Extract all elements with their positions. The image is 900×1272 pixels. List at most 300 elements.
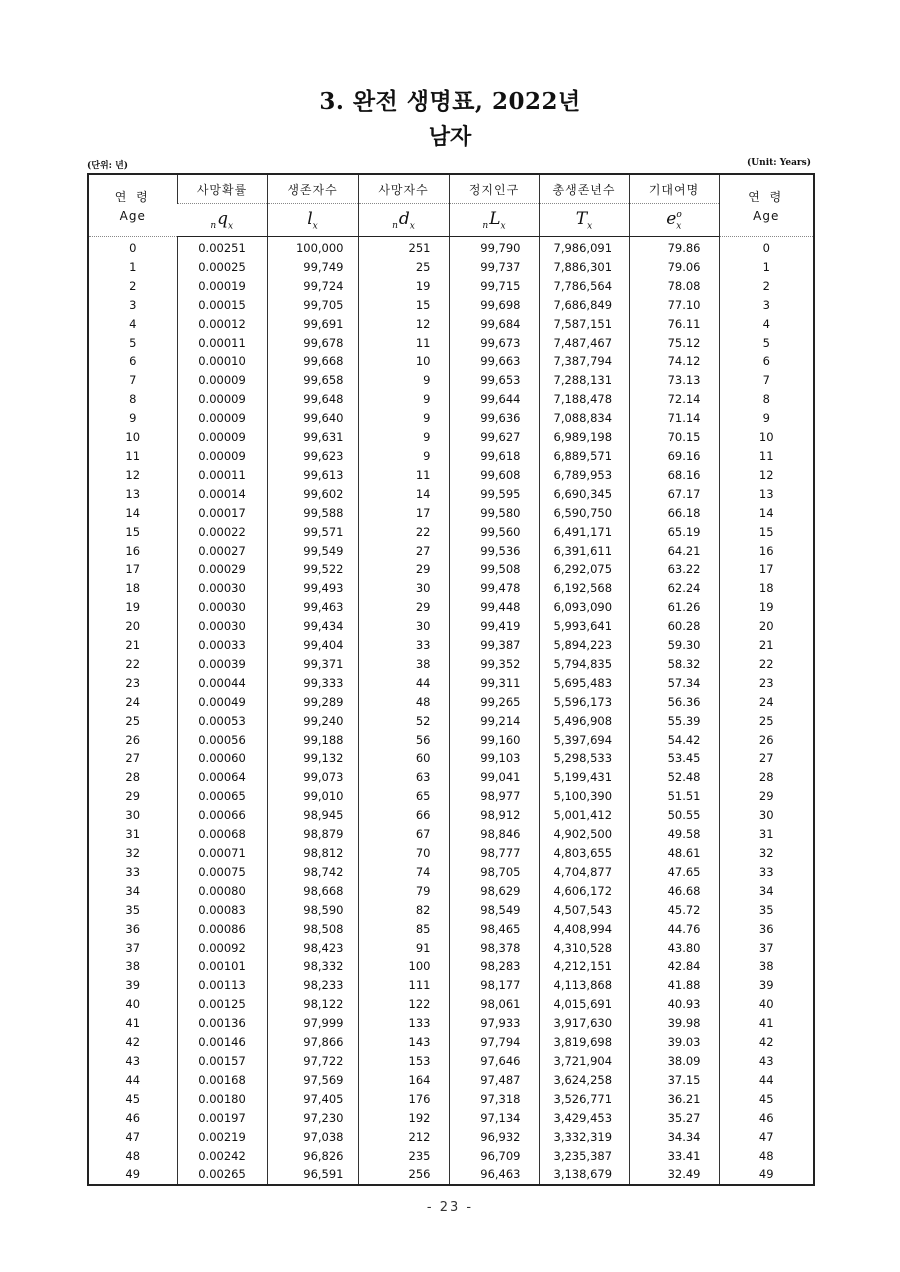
cell-age: 35 [125, 902, 141, 917]
table-row [88, 712, 814, 731]
cell-lx: 99,073 [267, 768, 358, 787]
cell-dx: 14 [358, 485, 449, 504]
cell-ex: 41.88 [629, 976, 719, 995]
cell-age-right: 8 [719, 390, 814, 409]
cell-age-right: 39 [719, 976, 814, 995]
table-row [88, 957, 814, 976]
cell-lx: 99,668 [267, 352, 358, 371]
cell-age-right: 4 [719, 315, 814, 334]
header-lx: 생존자수 [267, 174, 358, 204]
table-row [88, 636, 814, 655]
header-age-kr: 연 령 [114, 190, 151, 204]
cell-lx: 99,749 [267, 258, 358, 277]
cell-lx: 99,724 [267, 277, 358, 296]
cell-qx: 0.00265 [177, 1165, 267, 1185]
symbol-ex: $e_x^o$ [629, 204, 719, 237]
cell-age: 3 [129, 297, 137, 312]
cell-age-right: 38 [719, 957, 814, 976]
table-row [88, 693, 814, 712]
cell-dx: 91 [358, 939, 449, 958]
cell-qx: 0.00009 [177, 428, 267, 447]
cell-age: 28 [125, 770, 141, 785]
cell-qx: 0.00092 [177, 939, 267, 958]
cell-ex: 74.12 [629, 352, 719, 371]
cell-lx: 99,371 [267, 655, 358, 674]
cell-age: 26 [125, 732, 141, 747]
cell-ex: 36.21 [629, 1090, 719, 1109]
cell-Tx: 6,989,198 [539, 428, 629, 447]
cell-age: 49 [125, 1167, 141, 1182]
cell-Tx: 3,429,453 [539, 1109, 629, 1128]
cell-Tx: 3,138,679 [539, 1165, 629, 1185]
table-row [88, 523, 814, 542]
cell-dx: 74 [358, 863, 449, 882]
cell-Lx: 99,041 [449, 768, 539, 787]
cell-dx: 44 [358, 674, 449, 693]
cell-Lx: 99,536 [449, 542, 539, 561]
cell-lx: 99,640 [267, 409, 358, 428]
cell-lx: 99,240 [267, 712, 358, 731]
cell-Tx: 3,526,771 [539, 1090, 629, 1109]
cell-age: 45 [125, 1091, 141, 1106]
cell-Lx: 98,777 [449, 844, 539, 863]
cell-Lx: 99,627 [449, 428, 539, 447]
cell-ex: 39.98 [629, 1014, 719, 1033]
header-dx: 사망자수 [358, 174, 449, 204]
cell-ex: 46.68 [629, 882, 719, 901]
cell-age-right: 24 [719, 693, 814, 712]
cell-Lx: 98,378 [449, 939, 539, 958]
cell-age-right: 25 [719, 712, 814, 731]
cell-dx: 111 [358, 976, 449, 995]
cell-Tx: 7,886,301 [539, 258, 629, 277]
table-row [88, 1090, 814, 1109]
cell-age-right: 26 [719, 731, 814, 750]
cell-dx: 251 [358, 237, 449, 258]
cell-age: 5 [129, 335, 137, 350]
cell-ex: 43.80 [629, 939, 719, 958]
cell-Tx: 3,332,319 [539, 1128, 629, 1147]
table-row [88, 806, 814, 825]
table-row [88, 1014, 814, 1033]
cell-dx: 235 [358, 1147, 449, 1166]
cell-ex: 56.36 [629, 693, 719, 712]
cell-age-right: 3 [719, 296, 814, 315]
cell-dx: 11 [358, 334, 449, 353]
cell-Lx: 97,933 [449, 1014, 539, 1033]
cell-qx: 0.00075 [177, 863, 267, 882]
table-row [88, 731, 814, 750]
table-row [88, 296, 814, 315]
cell-age-right: 48 [719, 1147, 814, 1166]
cell-age-right: 18 [719, 579, 814, 598]
cell-Lx: 99,684 [449, 315, 539, 334]
cell-dx: 27 [358, 542, 449, 561]
cell-ex: 35.27 [629, 1109, 719, 1128]
cell-age-right: 35 [719, 901, 814, 920]
cell-Tx: 6,093,090 [539, 598, 629, 617]
cell-qx: 0.00030 [177, 617, 267, 636]
cell-dx: 29 [358, 560, 449, 579]
cell-Tx: 6,889,571 [539, 447, 629, 466]
page-subtitle: 남자 [428, 124, 472, 150]
cell-dx: 63 [358, 768, 449, 787]
table-row [88, 542, 814, 561]
table-row [88, 485, 814, 504]
cell-Tx: 6,590,750 [539, 504, 629, 523]
cell-age: 11 [125, 448, 141, 463]
cell-ex: 49.58 [629, 825, 719, 844]
cell-age: 27 [125, 751, 141, 766]
cell-qx: 0.00060 [177, 749, 267, 768]
cell-age: 24 [125, 694, 141, 709]
cell-qx: 0.00251 [177, 237, 267, 258]
cell-lx: 97,866 [267, 1033, 358, 1052]
cell-lx: 99,493 [267, 579, 358, 598]
cell-Tx: 6,192,568 [539, 579, 629, 598]
cell-ex: 32.49 [629, 1165, 719, 1185]
cell-ex: 45.72 [629, 901, 719, 920]
cell-qx: 0.00010 [177, 352, 267, 371]
cell-Lx: 98,061 [449, 995, 539, 1014]
table-row [88, 447, 814, 466]
cell-Lx: 99,737 [449, 258, 539, 277]
cell-dx: 10 [358, 352, 449, 371]
cell-age-right: 27 [719, 749, 814, 768]
cell-age-right: 30 [719, 806, 814, 825]
cell-Tx: 7,487,467 [539, 334, 629, 353]
cell-Tx: 6,391,611 [539, 542, 629, 561]
cell-ex: 67.17 [629, 485, 719, 504]
cell-Tx: 4,902,500 [539, 825, 629, 844]
cell-age: 37 [125, 940, 141, 955]
cell-age-right: 22 [719, 655, 814, 674]
table-row [88, 844, 814, 863]
cell-ex: 63.22 [629, 560, 719, 579]
cell-age: 12 [125, 467, 141, 482]
unit-label-english: (Unit: Years) [747, 158, 811, 168]
cell-lx: 97,999 [267, 1014, 358, 1033]
cell-Lx: 99,608 [449, 466, 539, 485]
cell-qx: 0.00242 [177, 1147, 267, 1166]
cell-Lx: 98,465 [449, 920, 539, 939]
header-ex: 기대여명 [629, 174, 719, 204]
cell-ex: 53.45 [629, 749, 719, 768]
cell-age-right: 32 [719, 844, 814, 863]
table-row [88, 428, 814, 447]
cell-dx: 48 [358, 693, 449, 712]
cell-Lx: 98,283 [449, 957, 539, 976]
cell-lx: 97,230 [267, 1109, 358, 1128]
cell-Tx: 5,100,390 [539, 787, 629, 806]
cell-qx: 0.00066 [177, 806, 267, 825]
header-age-kr-right: 연 령 [748, 190, 785, 204]
cell-ex: 54.42 [629, 731, 719, 750]
cell-lx: 98,945 [267, 806, 358, 825]
cell-Lx: 99,508 [449, 560, 539, 579]
cell-lx: 98,812 [267, 844, 358, 863]
cell-lx: 99,188 [267, 731, 358, 750]
cell-age: 33 [125, 864, 141, 879]
cell-qx: 0.00086 [177, 920, 267, 939]
cell-age: 40 [125, 997, 141, 1012]
cell-dx: 60 [358, 749, 449, 768]
cell-lx: 99,010 [267, 787, 358, 806]
cell-qx: 0.00025 [177, 258, 267, 277]
cell-qx: 0.00029 [177, 560, 267, 579]
cell-ex: 38.09 [629, 1052, 719, 1071]
header-row-symbols [88, 204, 814, 237]
cell-ex: 79.06 [629, 258, 719, 277]
cell-Tx: 5,397,694 [539, 731, 629, 750]
cell-lx: 99,522 [267, 560, 358, 579]
cell-Tx: 7,387,794 [539, 352, 629, 371]
cell-ex: 76.11 [629, 315, 719, 334]
cell-lx: 99,549 [267, 542, 358, 561]
cell-Lx: 98,549 [449, 901, 539, 920]
cell-age: 29 [125, 789, 141, 804]
cell-Lx: 99,644 [449, 390, 539, 409]
cell-qx: 0.00157 [177, 1052, 267, 1071]
cell-Lx: 99,160 [449, 731, 539, 750]
cell-age: 6 [129, 354, 137, 369]
cell-lx: 97,405 [267, 1090, 358, 1109]
cell-ex: 72.14 [629, 390, 719, 409]
cell-age: 48 [125, 1148, 141, 1163]
cell-Tx: 7,587,151 [539, 315, 629, 334]
table-row [88, 920, 814, 939]
table-row [88, 1128, 814, 1147]
cell-Lx: 99,352 [449, 655, 539, 674]
header-age-left [88, 174, 177, 237]
cell-qx: 0.00044 [177, 674, 267, 693]
cell-lx: 96,826 [267, 1147, 358, 1166]
cell-ex: 65.19 [629, 523, 719, 542]
cell-dx: 176 [358, 1090, 449, 1109]
header-row-korean [88, 174, 814, 204]
cell-lx: 99,571 [267, 523, 358, 542]
cell-ex: 57.34 [629, 674, 719, 693]
cell-Lx: 96,932 [449, 1128, 539, 1147]
cell-lx: 99,691 [267, 315, 358, 334]
cell-qx: 0.00033 [177, 636, 267, 655]
table-row [88, 768, 814, 787]
cell-age-right: 45 [719, 1090, 814, 1109]
cell-qx: 0.00015 [177, 296, 267, 315]
table-row [88, 787, 814, 806]
page-title: 3. 완전 생명표, 2022년 [319, 88, 581, 115]
symbol-dx: $_nd_x$ [358, 204, 449, 237]
cell-age-right: 14 [719, 504, 814, 523]
table-row [88, 882, 814, 901]
cell-lx: 98,122 [267, 995, 358, 1014]
table-row [88, 825, 814, 844]
cell-qx: 0.00197 [177, 1109, 267, 1128]
cell-Lx: 97,318 [449, 1090, 539, 1109]
cell-Tx: 4,310,528 [539, 939, 629, 958]
table-row [88, 390, 814, 409]
cell-age: 21 [125, 638, 141, 653]
table-row [88, 352, 814, 371]
cell-ex: 55.39 [629, 712, 719, 731]
cell-qx: 0.00180 [177, 1090, 267, 1109]
cell-age: 41 [125, 1016, 141, 1031]
cell-lx: 99,404 [267, 636, 358, 655]
header-age-right [719, 174, 814, 237]
cell-ex: 33.41 [629, 1147, 719, 1166]
cell-dx: 65 [358, 787, 449, 806]
cell-Tx: 5,496,908 [539, 712, 629, 731]
cell-qx: 0.00009 [177, 409, 267, 428]
cell-lx: 99,705 [267, 296, 358, 315]
cell-dx: 15 [358, 296, 449, 315]
cell-Tx: 6,292,075 [539, 560, 629, 579]
cell-dx: 25 [358, 258, 449, 277]
cell-age-right: 31 [719, 825, 814, 844]
cell-ex: 40.93 [629, 995, 719, 1014]
cell-ex: 52.48 [629, 768, 719, 787]
life-table-body [88, 237, 814, 1186]
cell-Lx: 99,663 [449, 352, 539, 371]
cell-lx: 98,332 [267, 957, 358, 976]
cell-ex: 50.55 [629, 806, 719, 825]
cell-Lx: 97,794 [449, 1033, 539, 1052]
cell-Lx: 99,595 [449, 485, 539, 504]
cell-dx: 79 [358, 882, 449, 901]
cell-ex: 78.08 [629, 277, 719, 296]
table-row [88, 409, 814, 428]
cell-Lx: 98,912 [449, 806, 539, 825]
cell-lx: 99,678 [267, 334, 358, 353]
cell-Tx: 5,298,533 [539, 749, 629, 768]
cell-lx: 98,423 [267, 939, 358, 958]
cell-dx: 153 [358, 1052, 449, 1071]
cell-age: 16 [125, 543, 141, 558]
cell-age: 14 [125, 505, 141, 520]
cell-lx: 98,668 [267, 882, 358, 901]
cell-Tx: 7,188,478 [539, 390, 629, 409]
cell-Lx: 99,673 [449, 334, 539, 353]
cell-Tx: 5,199,431 [539, 768, 629, 787]
cell-Tx: 3,624,258 [539, 1071, 629, 1090]
table-row [88, 655, 814, 674]
cell-age-right: 29 [719, 787, 814, 806]
cell-Tx: 7,786,564 [539, 277, 629, 296]
cell-lx: 98,508 [267, 920, 358, 939]
cell-age: 39 [125, 978, 141, 993]
table-row [88, 901, 814, 920]
cell-age-right: 9 [719, 409, 814, 428]
cell-age: 32 [125, 846, 141, 860]
cell-Lx: 99,448 [449, 598, 539, 617]
cell-dx: 122 [358, 995, 449, 1014]
cell-lx: 98,590 [267, 901, 358, 920]
cell-ex: 59.30 [629, 636, 719, 655]
table-row [88, 466, 814, 485]
cell-age-right: 16 [719, 542, 814, 561]
cell-ex: 44.76 [629, 920, 719, 939]
cell-lx: 98,233 [267, 976, 358, 995]
table-row [88, 1147, 814, 1166]
cell-Lx: 98,629 [449, 882, 539, 901]
table-row [88, 277, 814, 296]
cell-age: 9 [129, 411, 137, 426]
cell-age-right: 11 [719, 447, 814, 466]
cell-qx: 0.00146 [177, 1033, 267, 1052]
cell-age: 17 [125, 562, 141, 577]
cell-Tx: 4,212,151 [539, 957, 629, 976]
cell-age-right: 40 [719, 995, 814, 1014]
cell-age-right: 23 [719, 674, 814, 693]
cell-age: 4 [129, 316, 137, 331]
cell-qx: 0.00049 [177, 693, 267, 712]
cell-age: 20 [125, 619, 141, 634]
cell-qx: 0.00065 [177, 787, 267, 806]
cell-lx: 99,463 [267, 598, 358, 617]
cell-ex: 79.86 [629, 237, 719, 258]
cell-Tx: 4,113,868 [539, 976, 629, 995]
cell-ex: 42.84 [629, 957, 719, 976]
table-row [88, 579, 814, 598]
table-row [88, 1165, 814, 1185]
cell-lx: 99,658 [267, 371, 358, 390]
header-age-en: Age [119, 209, 146, 223]
table-row [88, 1109, 814, 1128]
cell-Tx: 7,088,834 [539, 409, 629, 428]
cell-Tx: 4,803,655 [539, 844, 629, 863]
cell-age-right: 28 [719, 768, 814, 787]
cell-age: 25 [125, 713, 141, 728]
cell-Tx: 4,606,172 [539, 882, 629, 901]
cell-age-right: 6 [719, 352, 814, 371]
cell-Lx: 96,463 [449, 1165, 539, 1185]
cell-lx: 99,434 [267, 617, 358, 636]
cell-ex: 75.12 [629, 334, 719, 353]
life-table [87, 173, 815, 1186]
cell-lx: 99,623 [267, 447, 358, 466]
cell-lx: 98,879 [267, 825, 358, 844]
cell-Lx: 98,177 [449, 976, 539, 995]
cell-Tx: 6,690,345 [539, 485, 629, 504]
cell-ex: 70.15 [629, 428, 719, 447]
cell-age-right: 7 [719, 371, 814, 390]
cell-Tx: 3,917,630 [539, 1014, 629, 1033]
cell-Lx: 97,487 [449, 1071, 539, 1090]
cell-age-right: 37 [719, 939, 814, 958]
cell-Lx: 99,790 [449, 237, 539, 258]
cell-dx: 9 [358, 371, 449, 390]
cell-qx: 0.00039 [177, 655, 267, 674]
cell-lx: 97,569 [267, 1071, 358, 1090]
cell-Tx: 7,686,849 [539, 296, 629, 315]
cell-Tx: 4,015,691 [539, 995, 629, 1014]
cell-lx: 99,588 [267, 504, 358, 523]
cell-age-right: 1 [719, 258, 814, 277]
cell-Lx: 98,705 [449, 863, 539, 882]
cell-qx: 0.00019 [177, 277, 267, 296]
cell-dx: 9 [358, 409, 449, 428]
header-Lx: 정지인구 [449, 174, 539, 204]
cell-qx: 0.00009 [177, 371, 267, 390]
cell-lx: 99,613 [267, 466, 358, 485]
cell-age: 13 [125, 486, 141, 501]
cell-age: 7 [129, 373, 137, 388]
cell-dx: 67 [358, 825, 449, 844]
symbol-lx: $l_x$ [267, 204, 358, 237]
symbol-Lx: $_nL_x$ [449, 204, 539, 237]
cell-qx: 0.00022 [177, 523, 267, 542]
cell-dx: 38 [358, 655, 449, 674]
